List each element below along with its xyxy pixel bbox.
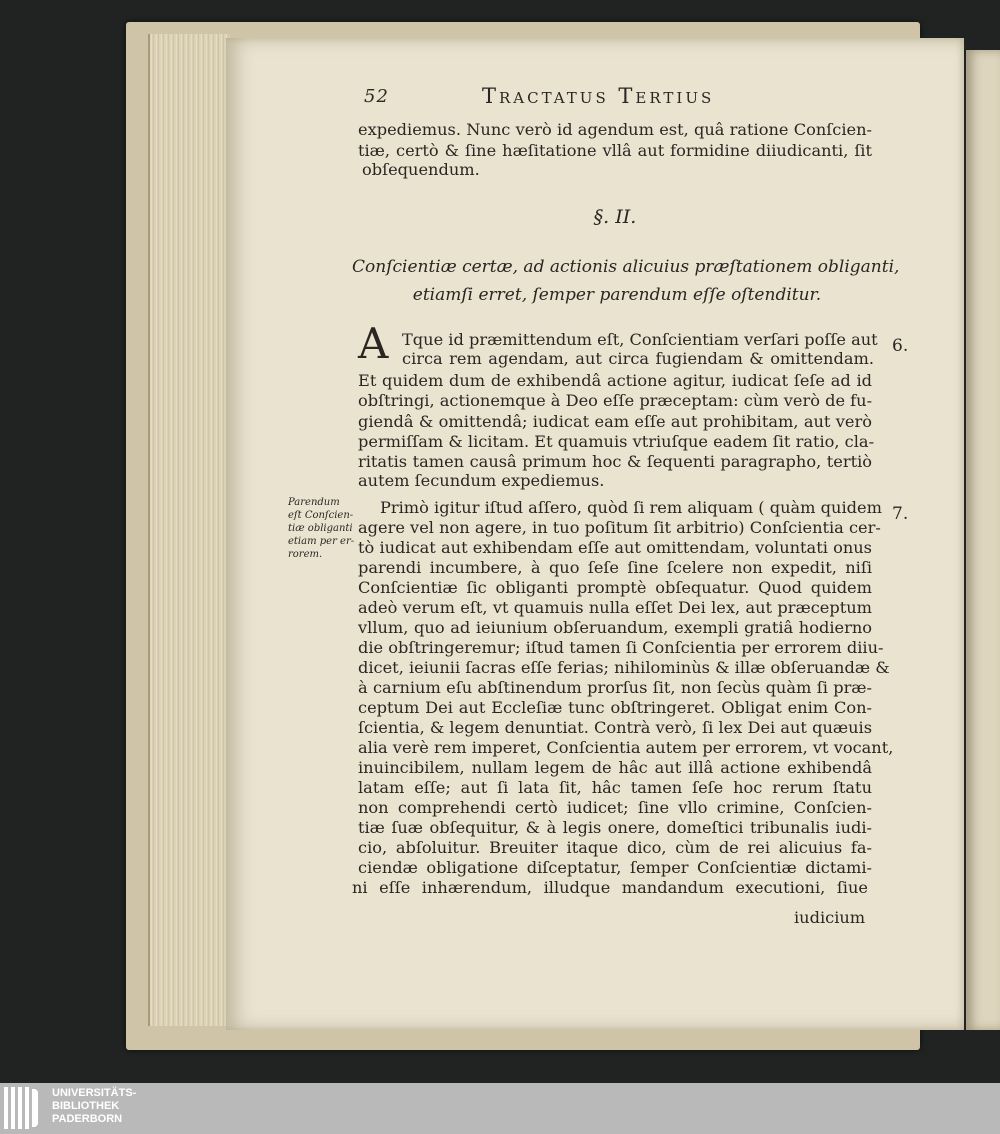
library-logo-text	[52, 1087, 136, 1126]
text-line: ſcientia, & legem denuntiat. Contrà verò, ſi lex Dei aut quæuis	[358, 718, 872, 737]
text-line: giendâ & omittendâ; iudicat eam eſſe aut prohibitam, aut verò	[358, 412, 872, 431]
section-title-line: Conſcientiæ certæ, ad actionis alicuius præſtationem obliganti,	[352, 257, 900, 277]
margin-number: 7.	[892, 504, 909, 524]
page-header	[364, 84, 884, 114]
text-line: obſtringi, actionemque à Deo eſſe præceptam: cùm verò de fu-	[358, 391, 873, 410]
text-line: Tque id præmittendum eſt, Conſcientiam verſari poſſe aut	[402, 330, 878, 349]
text-line: alia verè rem imperet, Conſcientia autem per errorem, vt vocant,	[358, 738, 894, 757]
margin-note-line: eſt Conſcien-	[288, 510, 354, 521]
text-line: tiæ, certò & ſine hæſitatione vllâ aut formidine diiudicanti, ſit	[358, 141, 872, 160]
running-head: Tractatus Tertius	[482, 84, 715, 108]
margin-number: 6.	[892, 336, 909, 356]
catchword: iudicium	[794, 908, 866, 927]
section-title-line: etiamſi erret, ſemper parendum eſſe oſtenditur.	[412, 285, 822, 305]
text-line: circa rem agendam, aut circa fugiendam & omittendam.	[402, 349, 874, 368]
text-line: inuincibilem, nullam legem de hâc aut illâ actione exhibendâ	[358, 758, 872, 777]
facing-page-edge	[966, 50, 1000, 1030]
text-line: obſequendum.	[362, 160, 480, 179]
margin-note-line: tiæ obliganti	[288, 523, 353, 534]
text-line: parendi incumbere, à quo ſeſe ſine ſcelere non expedit, niſi	[358, 558, 872, 577]
margin-note-line: Parendum	[288, 497, 340, 508]
text-line: die obſtringeremur; iſtud tamen ſi Conſcientia per errorem diiu-	[358, 638, 884, 657]
section-heading: §. II.	[593, 206, 637, 228]
page-number: 52	[364, 86, 389, 107]
text-line: Et quidem dum de exhibendâ actione agitur, iudicat ſeſe ad id	[358, 371, 872, 390]
text-line: Conſcientiæ ſic obliganti promptè obſequatur. Quod quidem	[358, 578, 872, 597]
margin-note-line: rorem.	[288, 549, 323, 560]
library-logo-icon	[4, 1087, 44, 1129]
margin-note	[288, 496, 360, 561]
text-line: non comprehendi certò iudicet; ſine vllo crimine, Conſcien-	[358, 798, 872, 817]
text-line: cio, abſoluitur. Breuiter itaque dico, cùm de rei alicuius fa-	[358, 838, 872, 857]
drop-cap: A	[358, 319, 389, 368]
text-line: ciendæ obligatione diſceptatur, ſemper Conſcientiæ dictami-	[358, 858, 872, 877]
text-line: ceptum Dei aut Eccleſiæ tunc obſtringeret. Obligat enim Con-	[358, 698, 872, 717]
text-line: vllum, quo ad ieiunium obſeruandum, exempli gratiâ hodierno	[358, 618, 872, 637]
text-line: Primò igitur iſtud aſſero, quòd ſi rem aliquam ( quàm quidem	[380, 498, 882, 517]
text-line: adeò verum eſt, vt quamuis nulla eſſet Dei lex, aut præceptum	[358, 598, 872, 617]
margin-note-line: etiam per er-	[288, 536, 355, 547]
footer-bar	[0, 1083, 1000, 1134]
logo-line: BIBLIOTHEK	[52, 1100, 120, 1112]
text-line: agere vel non agere, in tuo poſitum ſit arbitrio) Conſcientia cer-	[358, 518, 881, 537]
page-edges	[148, 34, 230, 1026]
text-line: dicet, ieiunii ſacras eſſe ferias; nihilominùs & illæ obſeruandæ &	[358, 658, 890, 677]
text-line: tò iudicat aut exhibendam eſſe aut omittendam, voluntati onus	[358, 538, 872, 557]
logo-line: UNIVERSITÄTS-	[52, 1087, 137, 1099]
text-line: expediemus. Nunc verò id agendum est, quâ ratione Conſcien-	[358, 120, 872, 139]
logo-line: PADERBORN	[52, 1113, 123, 1125]
text-line: ritatis tamen causâ primum hoc & ſequenti paragrapho, tertiò	[358, 452, 872, 471]
text-line: à carnium eſu abſtinendum prorſus ſit, non ſecùs quàm ſi præ-	[358, 678, 872, 697]
text-line: permiſſam & licitam. Et quamuis vtriuſque eadem ſit ratio, cla-	[358, 432, 875, 451]
text-line: latam eſſe; aut ſi lata ſit, hâc tamen ſeſe hoc rerum ſtatu	[358, 778, 872, 797]
text-line: autem ſecundum expediemus.	[358, 471, 605, 490]
text-line: ni eſſe inhærendum, illudque mandandum executioni, ſiue	[352, 878, 868, 897]
text-line: tiæ ſuæ obſequitur, & à legis onere, domeſtici tribunalis iudi-	[358, 818, 872, 837]
